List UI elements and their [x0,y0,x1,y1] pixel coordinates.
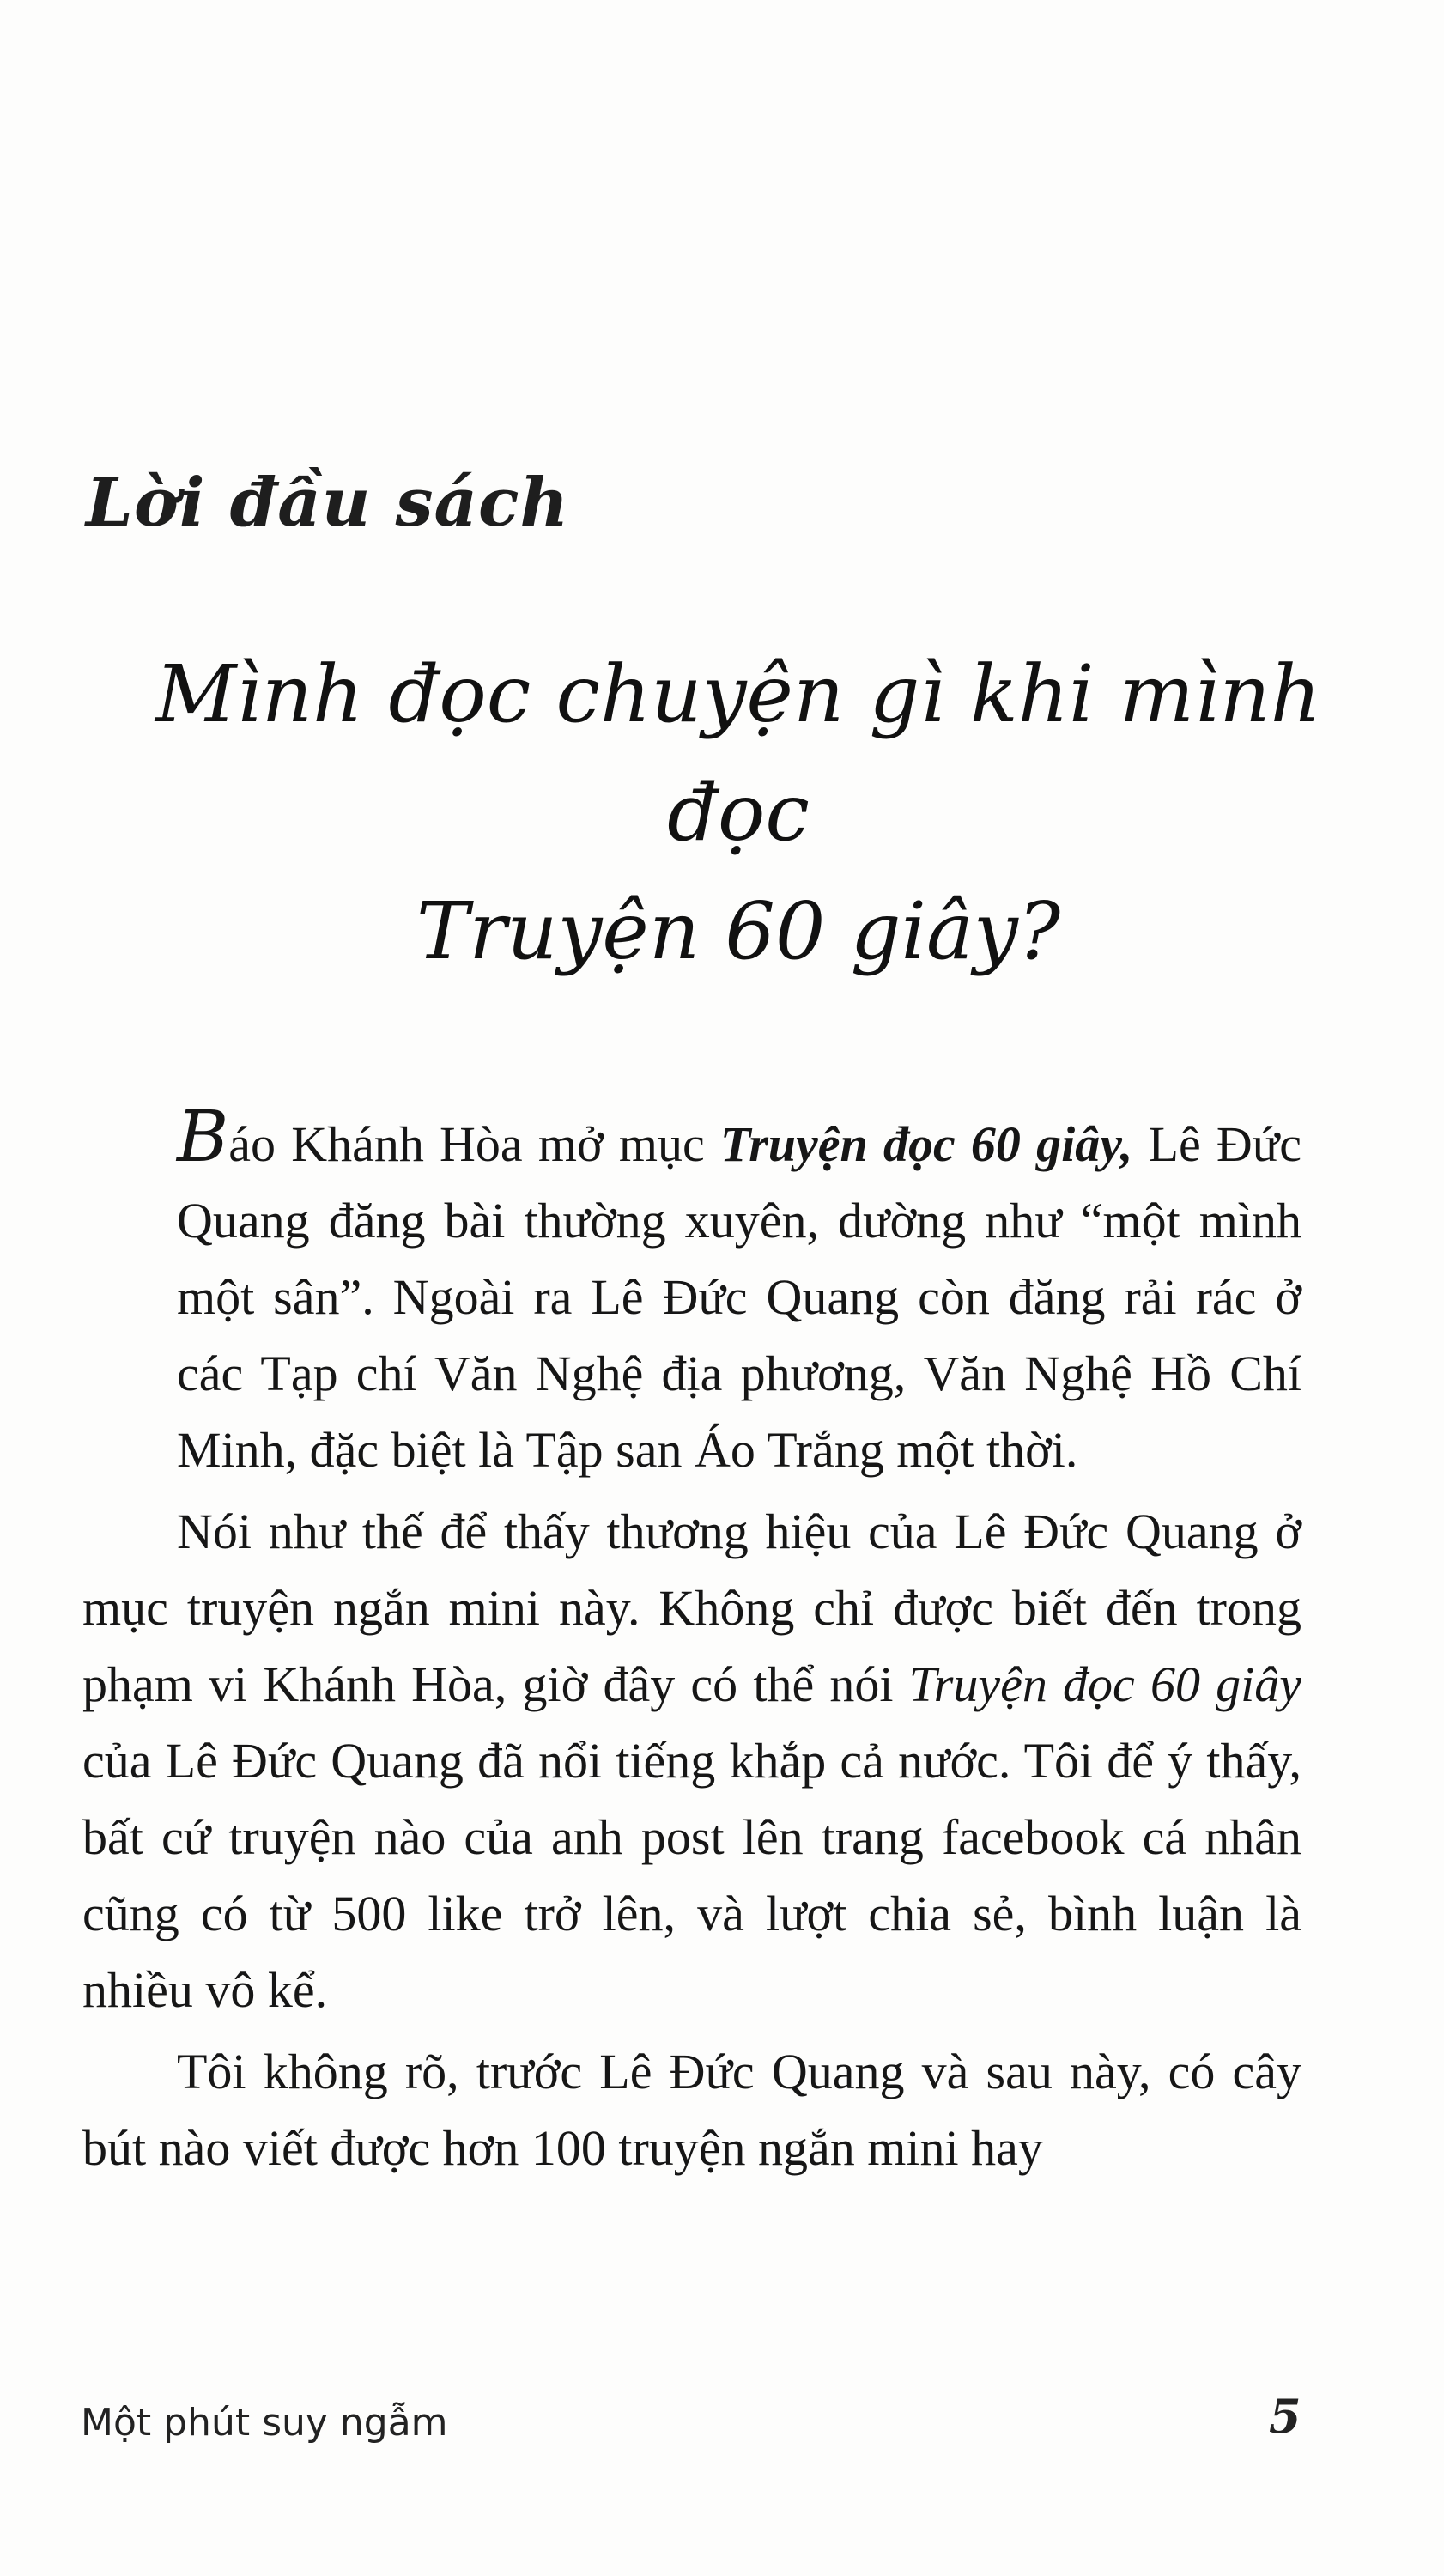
body-text [82,1097,1301,2191]
paragraph-1 [82,1097,1301,1488]
paragraph-1-emphasis: Truyện đọc 60 giây, [719,1116,1133,1172]
paragraph-3 [82,2033,1301,2186]
paragraph-2-text-a: Nói như thế để thấy thương hiệu của Lê Đức Quang ở mục truyện ngắn mini này. Không chỉ được biết đến trong phạm vi Khánh Hòa, giờ đây có thể nói [82,1504,1301,1712]
paragraph-2-emphasis: Truyện đọc 60 giây [908,1656,1301,1712]
section-label: Lời đầu sách [86,464,570,542]
paragraph-3-text: Tôi không rõ, trước Lê Đức Quang và sau này, có cây bút nào viết được hơn 100 truyện ngắn mini hay [82,2044,1301,2176]
running-footer-title: Một phút suy ngẫm [81,2401,448,2445]
paragraph-1-text-a: áo Khánh Hòa mở mục [228,1116,720,1172]
paragraph-2 [82,1493,1301,2028]
paragraph-2-text-b: của Lê Đức Quang đã nổi tiếng khắp cả nước. Tôi để ý thấy, bất cứ truyện nào của anh post lên trang facebook cá nhân cũng có từ 500 like trở lên, và lượt chia sẻ, bình luận là nhiều vô kể. [82,1733,1301,2018]
chapter-title-line-2: Truyện 60 giây? [416,885,1061,977]
chapter-title [103,635,1374,991]
chapter-title-line-1: Mình đọc chuyện gì khi mình đọc [155,648,1321,859]
page-number: 5 [1269,2389,1301,2444]
paragraph-1-text-b: Lê Đức Quang đăng bài thường xuyên, dường như “một mình một sân”. Ngoài ra Lê Đức Quang còn đăng rải rác ở các Tạp chí Văn Nghệ địa phương, Văn Nghệ Hồ Chí Minh, đặc biệt là Tập san Áo Trắng một thời. [177,1116,1301,1478]
drop-cap: B [177,1097,229,1178]
